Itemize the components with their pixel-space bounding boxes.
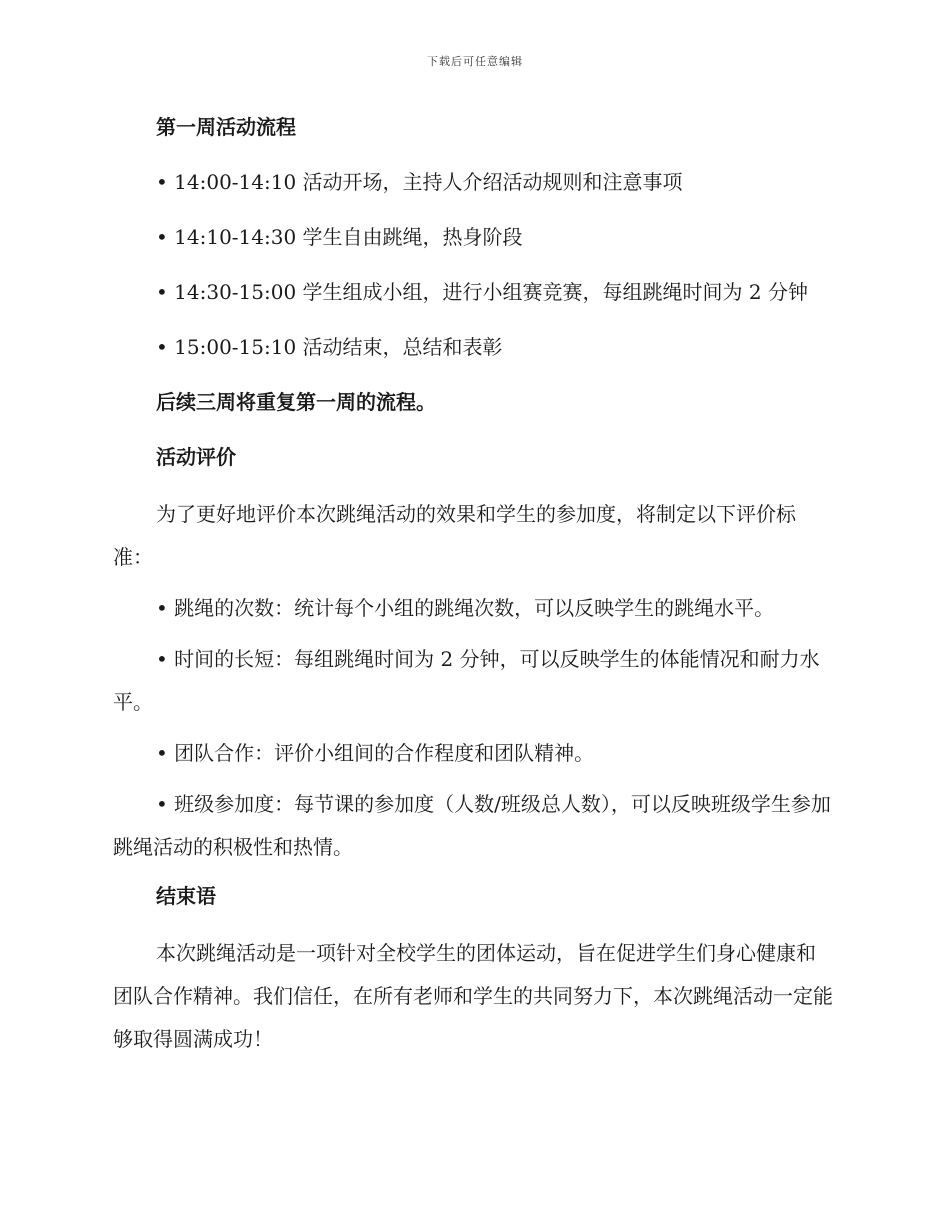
week1-heading: 第一周活动流程 xyxy=(156,115,296,139)
criteria-item: • 时间的长短：每组跳绳时间为 2 分钟，可以反映学生的体能情况和耐力水平。 xyxy=(113,647,820,714)
repeat-note: 后续三周将重复第一周的流程。 xyxy=(156,390,436,414)
schedule-item: • 14:10-14:30 学生自由跳绳，热身阶段 xyxy=(156,225,523,249)
evaluation-intro: 为了更好地评价本次跳绳活动的效果和学生的参加度，将制定以下评价标准： xyxy=(113,502,796,569)
schedule-item: • 15:00-15:10 活动结束，总结和表彰 xyxy=(156,335,503,359)
criteria-item: • 团队合作：评价小组间的合作程度和团队精神。 xyxy=(156,741,595,765)
schedule-item: • 14:30-15:00 学生组成小组，进行小组赛竞赛，每组跳绳时间为 2 分钟 xyxy=(156,280,808,304)
criteria-item: • 班级参加度：每节课的参加度（人数/班级总人数），可以反映班级学生参加跳绳活动的积极性和热情。 xyxy=(113,792,831,859)
criteria-item: • 跳绳的次数：统计每个小组的跳绳次数，可以反映学生的跳绳水平。 xyxy=(156,596,775,620)
document-body xyxy=(113,108,835,1069)
closing-heading: 结束语 xyxy=(156,884,216,908)
evaluation-heading: 活动评价 xyxy=(156,445,236,469)
schedule-item: • 14:00-14:10 活动开场，主持人介绍活动规则和注意事项 xyxy=(156,170,683,194)
closing-paragraph: 本次跳绳活动是一项针对全校学生的团体运动，旨在促进学生们身心健康和团队合作精神。我们信任，在所有老师和学生的共同努力下，本次跳绳活动一定能够取得圆满成功！ xyxy=(113,941,833,1051)
page-header: 下载后可任意编辑 xyxy=(427,55,523,68)
